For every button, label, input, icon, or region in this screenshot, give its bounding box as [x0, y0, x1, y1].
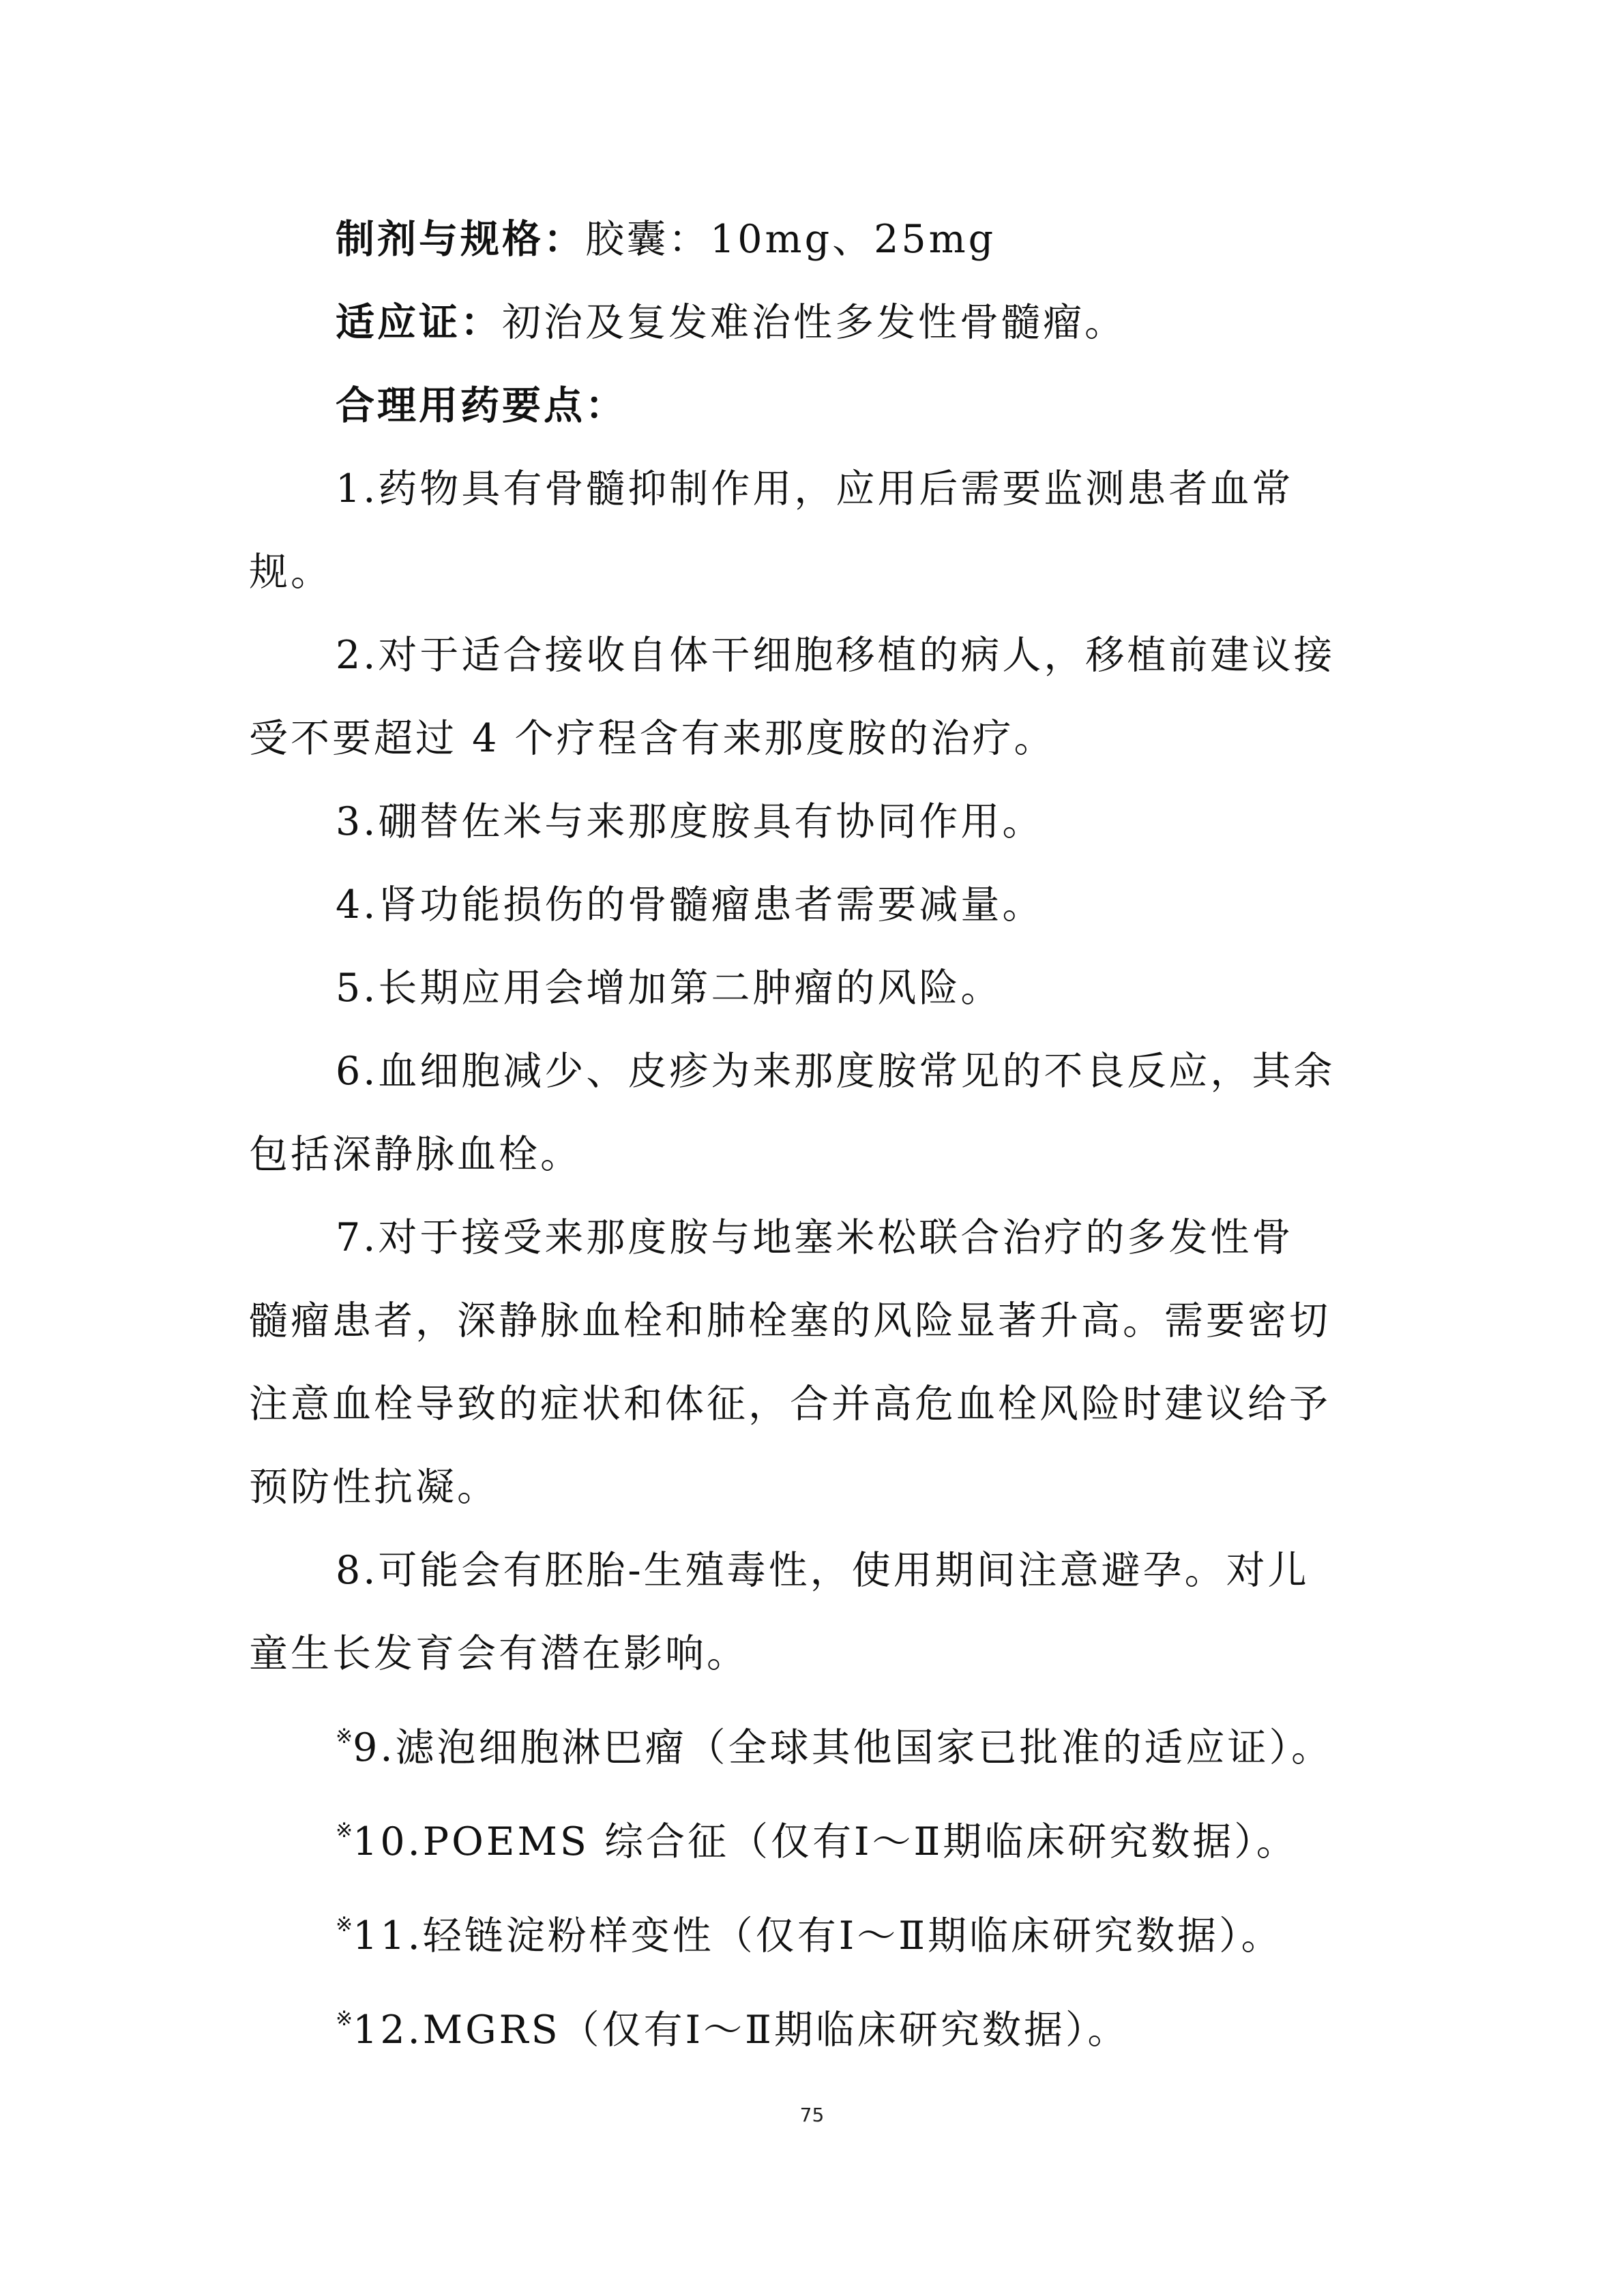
marked-point-9 — [249, 1695, 1381, 1789]
marked-point-12 — [249, 1978, 1381, 2072]
indication-label: 适应证： — [336, 299, 502, 345]
reference-mark: ※ — [336, 2007, 353, 2031]
point-line: 髓瘤患者，深静脉血栓和肺栓塞的风险显著升高。需要密切 — [249, 1298, 1331, 1343]
point-line: 3.硼替佐米与来那度胺具有协同作用。 — [336, 799, 1044, 844]
point-line: 受不要超过 4 个疗程含有来那度胺的治疗。 — [249, 716, 1056, 761]
indication-value: 初治及复发难治性多发性骨髓瘤。 — [502, 300, 1126, 345]
point-line: 1.药物具有骨髓抑制作用，应用后需要监测患者血常 — [336, 466, 1294, 511]
page-content — [249, 198, 1381, 2072]
marked-point-text: 9.滤泡细胞淋巴瘤（全球其他国家已批准的适应证）。 — [353, 1725, 1333, 1770]
marked-point-text: 10.POEMS 综合征（仅有Ⅰ～Ⅱ期临床研究数据）。 — [353, 1819, 1298, 1864]
point-line: 规。 — [249, 550, 332, 595]
reference-mark: ※ — [336, 1725, 353, 1748]
marked-point-10 — [249, 1789, 1381, 1883]
point-line: 2.对于适合接收自体干细胞移植的病人，移植前建议接 — [336, 633, 1335, 678]
marked-point-text: 11.轻链淀粉样变性（仅有Ⅰ～Ⅱ期临床研究数据）。 — [353, 1913, 1283, 1958]
point-line: 预防性抗凝。 — [249, 1465, 499, 1510]
point-line: 4.肾功能损伤的骨髓瘤患者需要减量。 — [336, 882, 1044, 927]
point-line: 8.可能会有胚胎-生殖毒性，使用期间注意避孕。对儿 — [336, 1548, 1310, 1593]
point-line: 6.血细胞减少、皮疹为来那度胺常见的不良反应，其余 — [336, 1049, 1335, 1094]
spec-line — [249, 198, 1381, 281]
key-points-heading: 合理用药要点： — [336, 383, 627, 428]
page-number: 75 — [799, 2104, 825, 2126]
spec-label: 制剂与规格： — [336, 216, 585, 262]
point-line: 包括深静脉血栓。 — [249, 1132, 582, 1177]
spec-value: 胶囊：10mg、25mg — [585, 217, 996, 262]
reference-mark: ※ — [336, 1913, 353, 1937]
reference-mark: ※ — [336, 1819, 353, 1843]
indication-line — [249, 281, 1381, 364]
marked-point-11 — [249, 1883, 1381, 1978]
point-line: 5.长期应用会增加第二肿瘤的风险。 — [336, 966, 1003, 1011]
point-line: 童生长发育会有潜在影响。 — [249, 1631, 748, 1676]
marked-point-text: 12.MGRS（仅有Ⅰ～Ⅱ期临床研究数据）。 — [353, 2008, 1130, 2053]
point-line: 注意血栓导致的症状和体征，合并高危血栓风险时建议给予 — [249, 1382, 1331, 1427]
point-line: 7.对于接受来那度胺与地塞米松联合治疗的多发性骨 — [336, 1215, 1294, 1260]
